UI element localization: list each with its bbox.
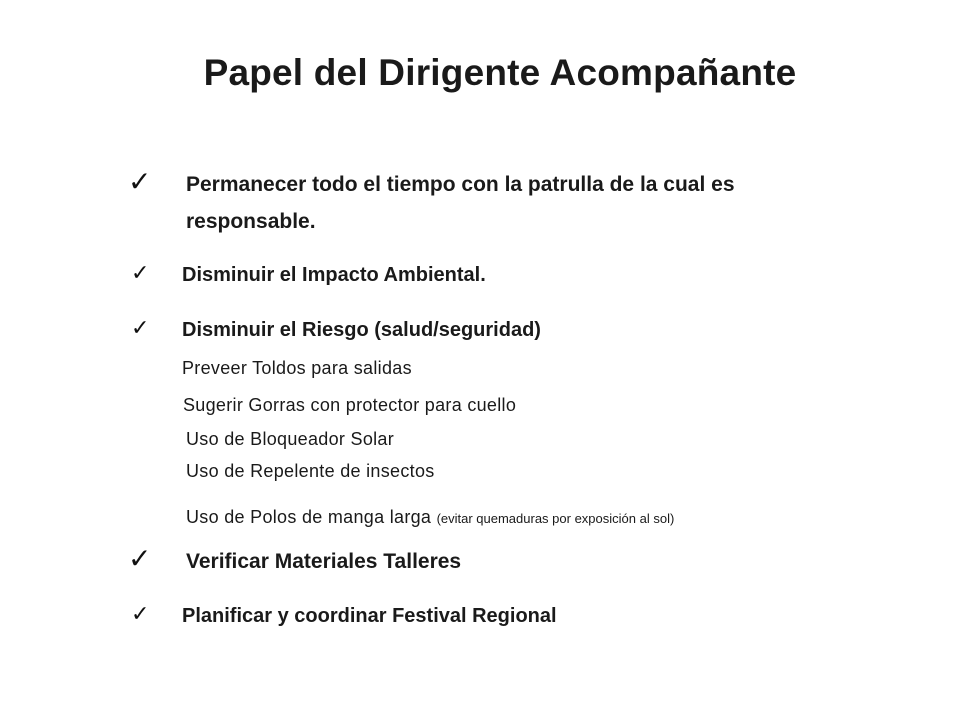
sub-item-polos-label: Uso de Polos de manga larga (186, 507, 432, 527)
sub-item-toldos: Preveer Toldos para salidas (182, 358, 412, 378)
checkmark-icon: ✓ (128, 542, 152, 575)
bullet-impacto-ambiental: Disminuir el Impacto Ambiental. (182, 264, 486, 286)
bullet-riesgo: Disminuir el Riesgo (salud/seguridad) (182, 319, 541, 341)
bullet-permanecer: Permanecer todo el tiempo con la patrulla de la cual es (186, 173, 735, 196)
checkmark-icon: ✓ (131, 261, 150, 286)
sub-item-bloqueador: Uso de Bloqueador Solar (186, 429, 395, 449)
sub-item-repelente: Uso de Repelente de insectos (186, 461, 435, 481)
slide-title: Papel del Dirigente Acompañante (203, 52, 797, 93)
sub-item-polos (186, 507, 674, 528)
checkmark-icon: ✓ (128, 165, 152, 198)
sub-item-polos-note: (evitar quemaduras por exposición al sol) (436, 511, 675, 526)
checkmark-icon: ✓ (131, 602, 150, 627)
sub-item-gorras: Sugerir Gorras con protector para cuello (183, 395, 517, 415)
bullet-planificar-festival: Planificar y coordinar Festival Regional (182, 605, 557, 627)
bullet-permanecer-cont: responsable. (186, 210, 316, 233)
checkmark-icon: ✓ (131, 316, 150, 341)
bullet-verificar-materiales: Verificar Materiales Talleres (186, 550, 462, 573)
